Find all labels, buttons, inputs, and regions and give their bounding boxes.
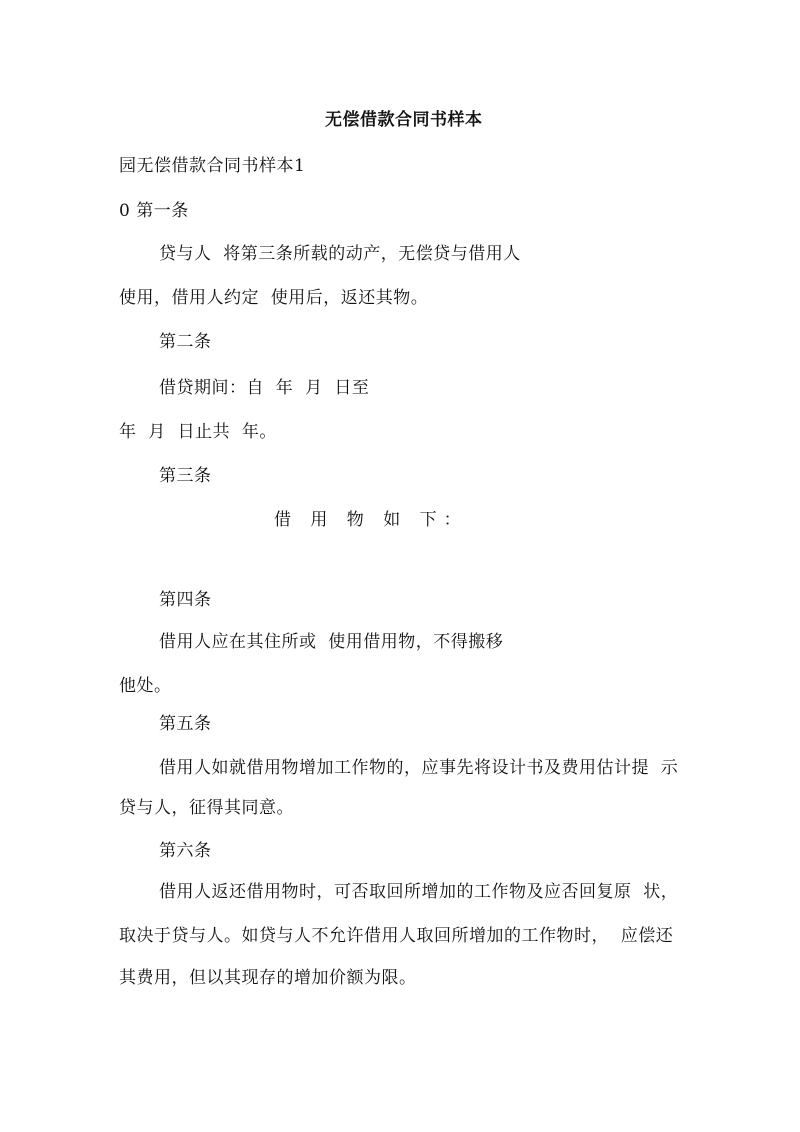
article5-heading: 第五条 <box>159 714 212 734</box>
article6-text-line1: 借用人返还借用物时，可否取回所增加的工作物及应否回复原 状， <box>159 882 679 902</box>
article5-text-line2: 贷与人，征得其同意。 <box>119 798 294 818</box>
article1-text-line2: 使用，借用人约定 使用后，返还其物。 <box>119 288 429 308</box>
article2-heading: 第二条 <box>159 332 212 352</box>
article2-text-line2: 年 月 日止共 年。 <box>119 422 277 442</box>
article3-heading: 第三条 <box>159 466 212 486</box>
article6-text-line2: 取决于贷与人。如贷与人不允许借用人取回所增加的工作物时， 应偿还 <box>119 926 674 946</box>
document-subtitle: 园无偿借款合同书样本1 <box>119 156 306 176</box>
article5-text-line1: 借用人如就借用物增加工作物的，应事先将设计书及费用估计提 示 <box>159 758 679 778</box>
article1-heading: 0 第一条 <box>119 201 189 221</box>
article1-text-line1: 贷与人 将第三条所载的动产，无偿贷与借用人 <box>159 244 521 264</box>
article6-text-line3: 其费用，但以其现存的增加价额为限。 <box>119 968 417 988</box>
article4-heading: 第四条 <box>159 590 212 610</box>
document-title: 无偿借款合同书样本 <box>325 110 483 130</box>
article3-text-line1: 借 用 物 如 下： <box>274 510 468 530</box>
article6-heading: 第六条 <box>159 841 212 861</box>
article4-text-line2: 他处。 <box>119 676 172 696</box>
article2-text-line1: 借贷期间：自 年 月 日至 <box>159 378 370 398</box>
article4-text-line1: 借用人应在其住所或 使用借用物，不得搬移 <box>159 632 504 652</box>
